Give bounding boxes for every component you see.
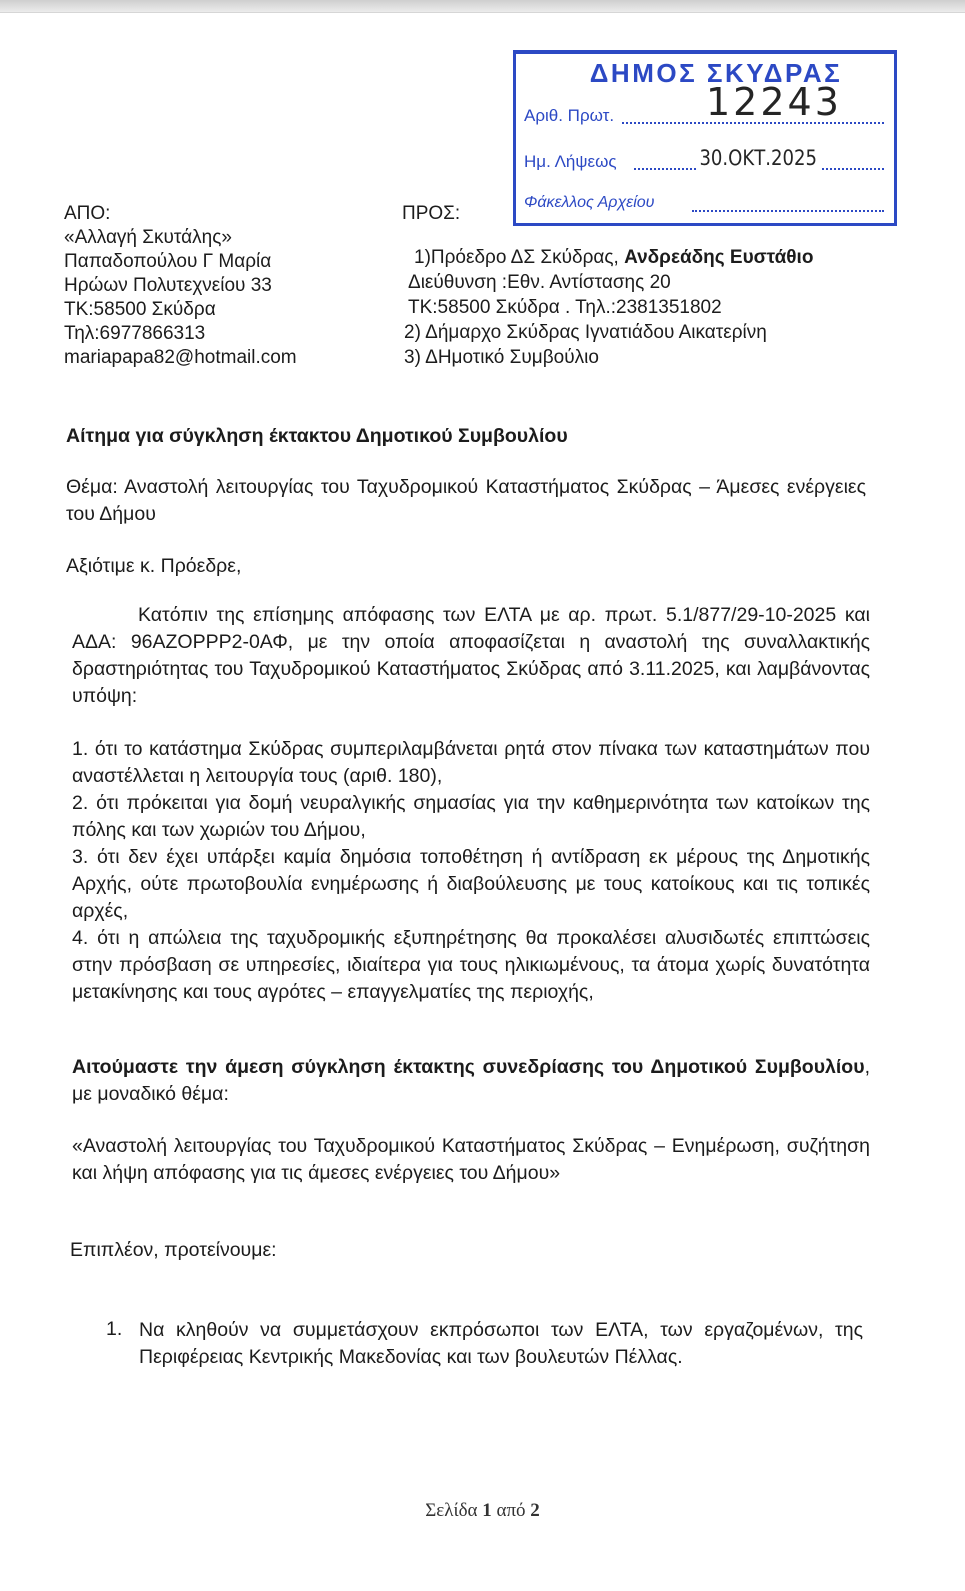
footer-page-total: 2 — [530, 1500, 540, 1521]
receipt-date-stamped: 30.ΟΚΤ.2025 — [696, 146, 820, 170]
request-paragraph — [72, 1054, 870, 1108]
archive-folder-dots — [692, 210, 884, 212]
sender-phone: Τηλ:6977866313 — [64, 323, 206, 344]
proposal-text: Να κληθούν να συμμετάσχουν εκπρόσωποι των ΕΛΤΑ, των εργαζομένων, της Περιφέρειας Κεντρικής Μακεδονίας και των βουλευτών Πέλλας. — [139, 1319, 863, 1368]
archive-folder-label: Φάκελλος Αρχείου — [524, 194, 655, 211]
sender-postal: ΤΚ:58500 Σκύδρα — [64, 299, 216, 320]
proposal-number: 1. — [106, 1318, 123, 1340]
scan-top-edge — [0, 0, 965, 13]
request-bold: Αιτούμαστε την άμεση σύγκληση έκτακτης συνεδρίασης του Δημοτικού Συμβουλίου — [72, 1056, 865, 1078]
recipient-line-1 — [414, 246, 813, 270]
consideration-1: 1. ότι το κατάστημα Σκύδρας συμπεριλαμβάνεται ρητά στον πίνακα των καταστημάτων που αναστέλλεται η λειτουργία τους (αριθ. 180), — [72, 738, 870, 787]
recipient-mayor: 2) Δήμαρχο Σκύδρας Ιγνατιάδου Αικατερίνη — [404, 322, 767, 343]
protocol-stamp — [513, 50, 897, 226]
consideration-2: 2. ότι πρόκειται για δομή νευραλγικής σημασίας για την καθημερινότητα των κατοίκων της πόλης και των χωριών του Δήμου, — [72, 792, 870, 841]
sender-name: Παπαδοπούλου Γ Μαρία — [64, 251, 272, 272]
sender-label: ΑΠΟ: — [64, 203, 111, 224]
sender-email: mariapapa82@hotmail.com — [64, 347, 297, 368]
recipient-postal-phone: ΤΚ:58500 Σκύδρα . Τηλ.:2381351802 — [408, 297, 722, 318]
consideration-3: 3. ότι δεν έχει υπάρξει καμία δημόσια τοποθέτηση ή αντίδραση εκ μέρους της Δημοτικής Αρχής, ούτε πρωτοβουλία ενημέρωσης ή διαβούλευσης με τους κατοίκους και τις τοπικές αρχές, — [72, 846, 870, 922]
subject: Θέμα: Αναστολή λειτουργίας του Ταχυδρομικού Καταστήματος Σκύδρας – Άμεσες ενέργειες του Δήμου — [66, 476, 866, 525]
recipient-label: ΠΡΟΣ: — [402, 203, 461, 224]
page-footer — [0, 1500, 965, 1522]
footer-page-current: 1 — [482, 1500, 492, 1521]
recipient-1-name: Ανδρεάδης Ευστάθιο — [624, 247, 814, 268]
request-title: Αίτημα για σύγκληση έκτακτου Δημοτικού Συμβουλίου — [66, 425, 568, 447]
recipient-address: Διεύθυνση :Εθν. Αντίστασης 20 — [408, 272, 671, 293]
additionally-label: Επιπλέον, προτείνουμε: — [70, 1239, 277, 1261]
salutation: Αξιότιμε κ. Πρόεδρε, — [66, 555, 242, 577]
protocol-number-handwritten: 12243 — [706, 80, 842, 124]
stamp-title: ΔΗΜΟΣ ΣΚΥΔΡΑΣ — [589, 58, 843, 88]
recipient-council: 3) ΔΗμοτικό Συμβούλιο — [404, 347, 599, 368]
receipt-date-label: Ημ. Λήψεως — [524, 152, 617, 171]
intro-paragraph: Κατόπιν της επίσημης απόφασης των ΕΛΤΑ με αρ. πρωτ. 5.1/877/29-10-2025 και ΑΔΑ: 96ΑΖΟΡΡΡ2-0ΑΦ, με την οποία αποφασίζεται η αναστολή της συναλλακτικής δραστηριότητας του Ταχυδρομικού Καταστήματος Σκύδρας από 3.11.2025, και λαμβάνοντας υπόψη: — [72, 604, 870, 707]
consideration-4: 4. ότι η απώλεια της ταχυδρομικής εξυπηρέτησης θα προκαλέσει αλυσιδωτές επιπτώσεις στην πρόσβαση σε υπηρεσίες, ιδιαίτερα για τους ηλικιωμένους, τα άτομα χωρίς δυνατότητα μετακίνησης και τους αγρότες – επαγγελματίες της περιοχής, — [72, 927, 870, 1003]
request-rest: , με μοναδικό θέμα: — [72, 1056, 870, 1105]
footer-of-word: από — [496, 1500, 526, 1521]
topic-quote: «Αναστολή λειτουργίας του Ταχυδρομικού Καταστήματος Σκύδρας – Ενημέρωση, συζήτηση και λήψη απόφασης για τις άμεσες ενέργειες του Δήμου» — [72, 1135, 870, 1184]
sender-organization: «Αλλαγή Σκυτάλης» — [64, 227, 232, 248]
footer-page-word: Σελίδα — [425, 1500, 478, 1521]
protocol-number-label: Αριθ. Πρωτ. — [524, 106, 615, 125]
recipient-1-title: 1)Πρόεδρο ΔΣ Σκύδρας, — [414, 247, 625, 268]
sender-street: Ηρώων Πολυτεχνείου 33 — [64, 275, 272, 296]
